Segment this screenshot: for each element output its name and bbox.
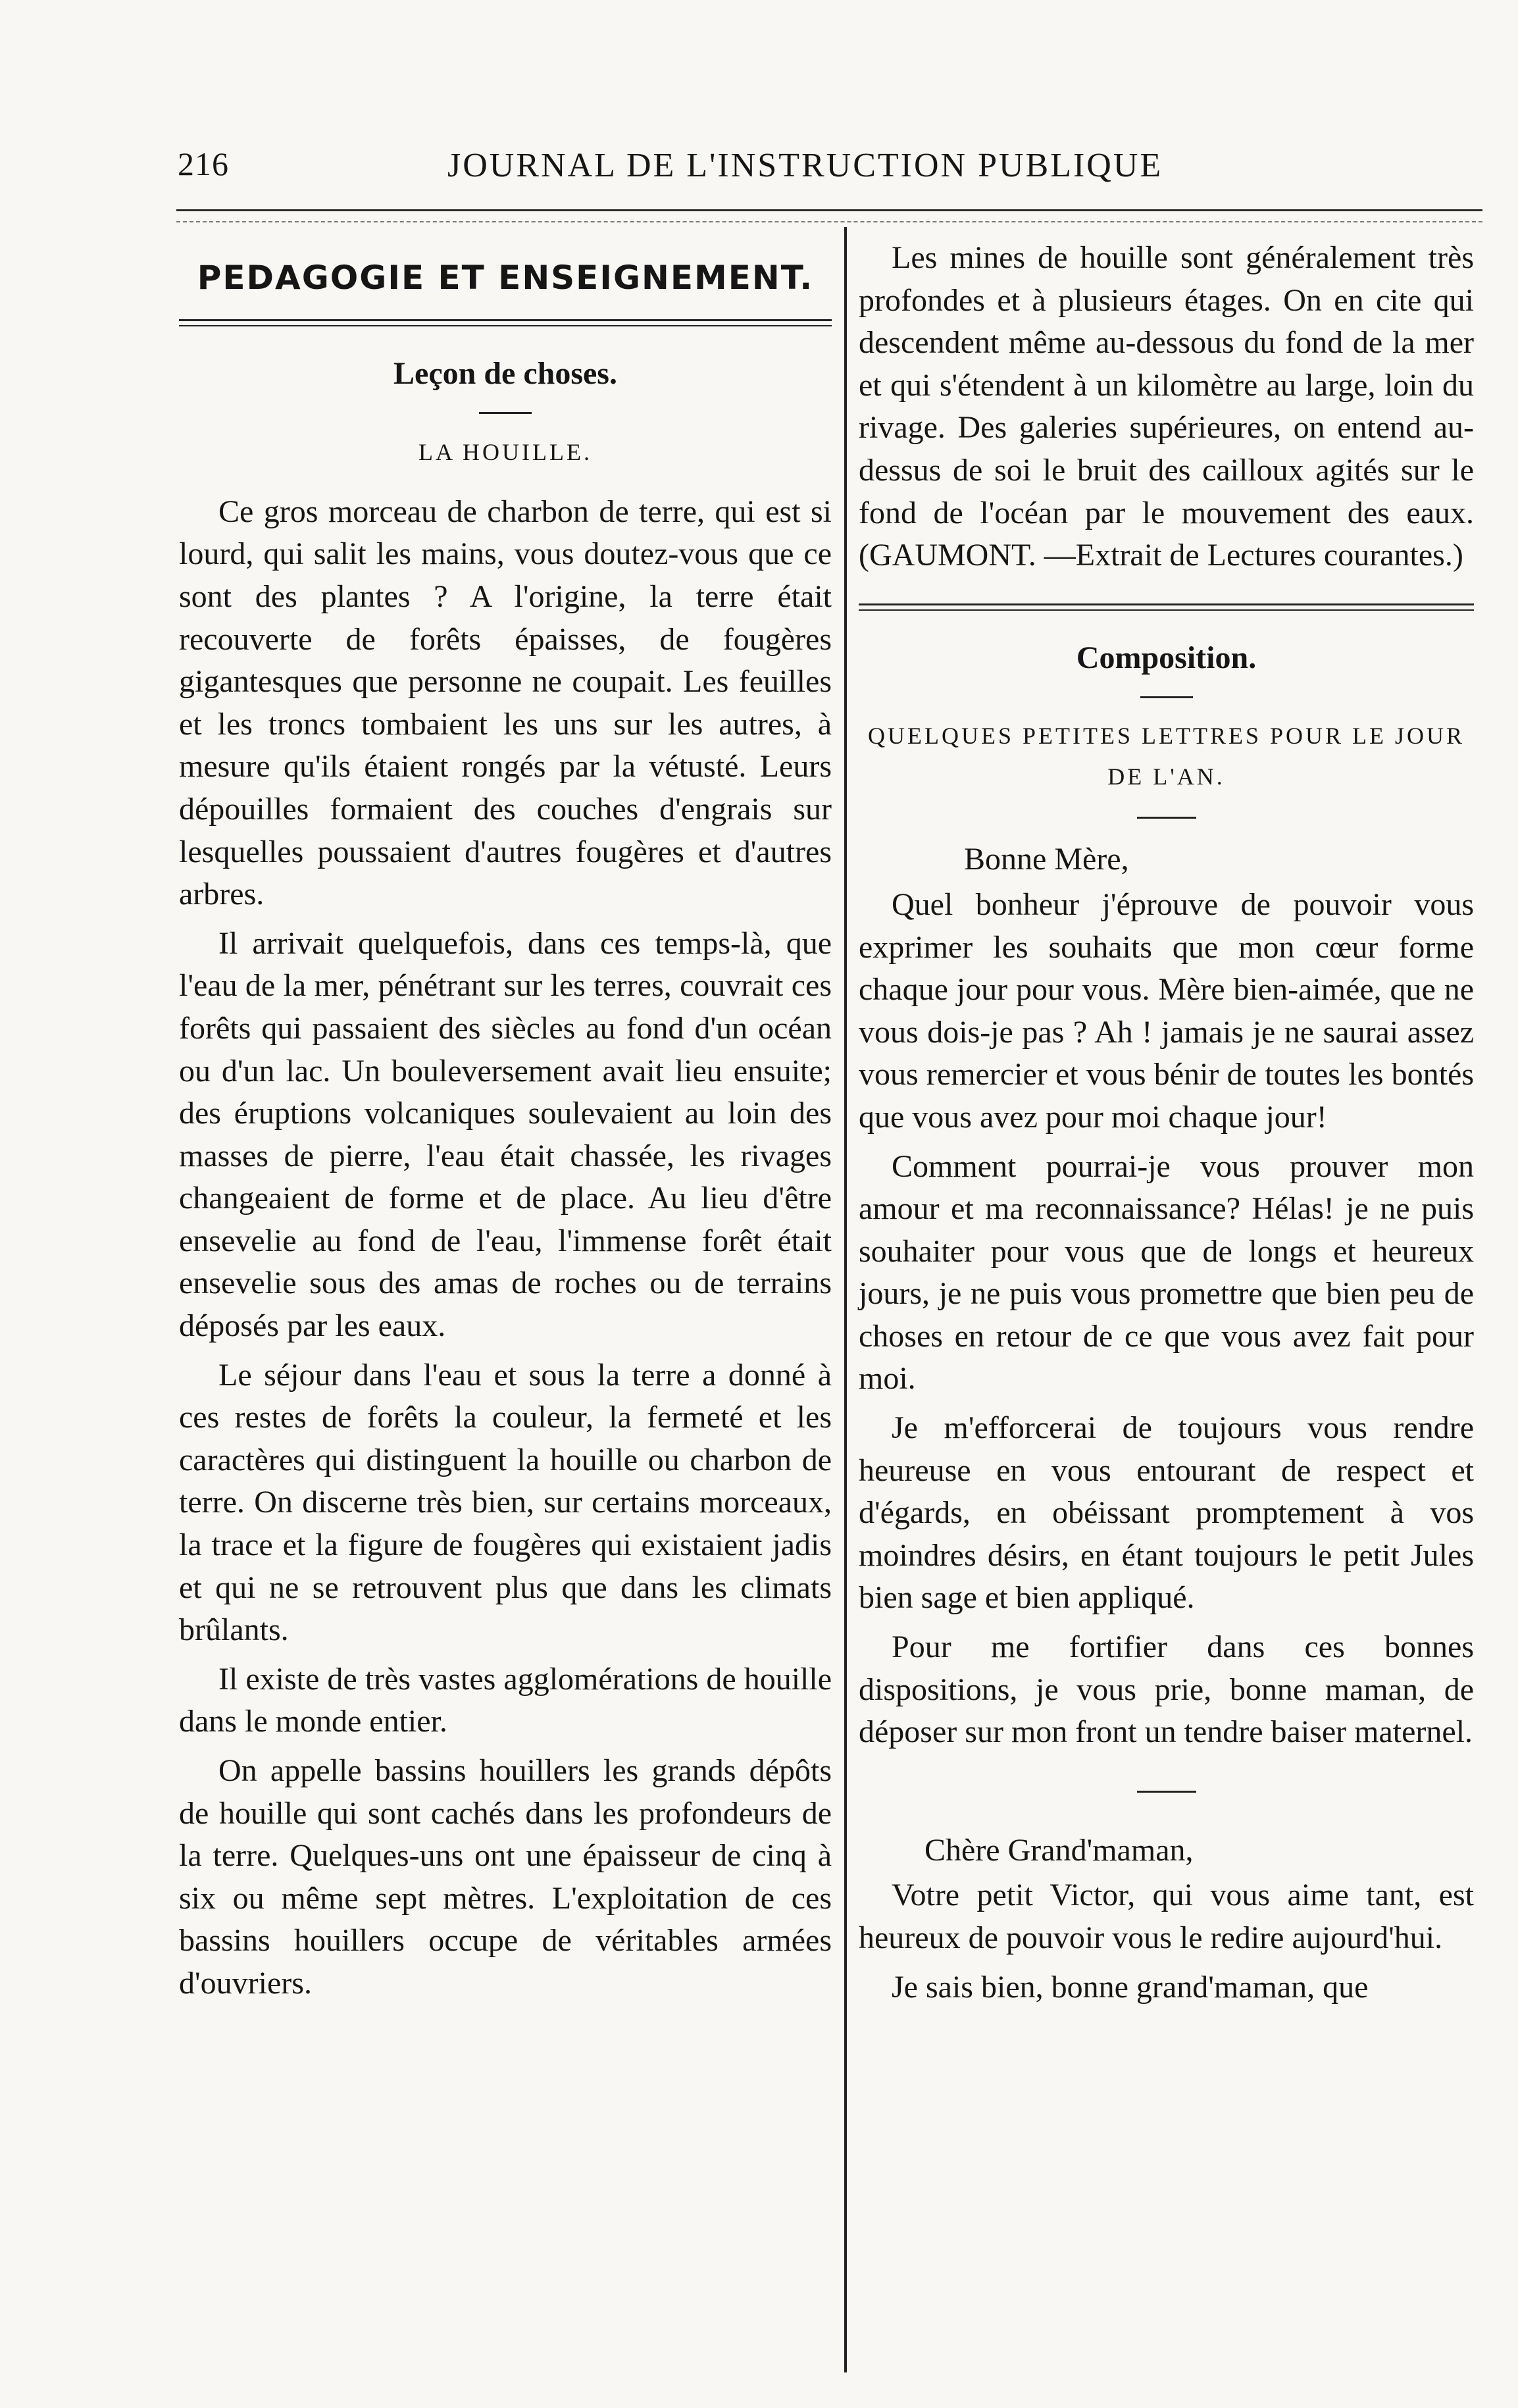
- letter-paragraph: Je sais bien, bonne grand'maman, que: [892, 1969, 1369, 2005]
- journal-title: JOURNAL DE L'INSTRUCTION PUBLIQUE: [447, 147, 1163, 184]
- letter-salutation: Bonne Mère,: [964, 842, 1129, 877]
- letter-paragraph: Votre petit Victor, qui vous aime tant, est heureux de pouvoir vous le redire aujourd'hui.: [859, 1878, 1474, 1955]
- paragraph: On appelle bassins houillers les grands dépôts de houille qui sont cachés dans les profondeurs de la terre. Quelques-uns ont une épaisseur de cinq à six ou même sept mètres. L'exploitation de ces bassins houillers occupe de véritables armées d'ouvriers.: [179, 1753, 832, 2001]
- section-title: PEDAGOGIE ET ENSEIGNEMENT.: [197, 259, 814, 297]
- header-rule: [176, 209, 1482, 211]
- paragraph: Ce gros morceau de charbon de terre, qui est si lourd, qui salit les mains, vous doutez-vous que ce sont des plantes ? A l'origine, la terre était recouverte de forêts épaisses, de fougères gigantesques que personne ne coupait. Les feuilles et les troncs tombaient les uns sur les autres, à mesure qu'ils étaient rongés par la vétusté. Leurs dépouilles formaient des couches d'engrais sur lesquelles poussaient d'autres fougères et d'autres arbres.: [179, 494, 832, 912]
- letter-rule: [1137, 817, 1196, 819]
- title-rule: [1140, 696, 1193, 698]
- letter-salutation: Chère Grand'maman,: [924, 1832, 1194, 1868]
- running-head: [178, 132, 1400, 184]
- article-title: Leçon de choses.: [393, 355, 617, 391]
- article-subtitle: LA HOUILLE.: [418, 439, 592, 466]
- letter-paragraph: Quel bonheur j'éprouve de pouvoir vous exprimer les souhaits que mon cœur forme chaque jour pour vous. Mère bien-aimée, que ne vous dois-je pas ? Ah ! jamais je ne saurai assez vous remercier et vous bénir de toutes les bontés que vous avez pour moi chaque jour!: [859, 886, 1474, 1135]
- column-divider: [844, 227, 847, 2372]
- paragraph: Il arrivait quelquefois, dans ces temps-là, que l'eau de la mer, pénétrant sur les terres, couvrait ces forêts qui passaient des siècles au fond d'un océan ou d'un lac. Un bouleversement avait lieu ensuite; des éruptions volcaniques soulevaient au loin des masses de pierre, l'eau était chassée, les rivages changeaient de forme et de place. Au lieu d'être ensevelie au fond de l'eau, l'immense forêt était ensevelie sous des amas de roches ou de terrains déposés par les eaux.: [179, 925, 832, 1344]
- paragraph: Le séjour dans l'eau et sous la terre a donné à ces restes de forêts la couleur, la fermeté et les caractères qui distinguent la houille ou charbon de terre. On discerne très bien, sur certains morceaux, la trace et la figure de fougères qui existaient jadis et qui ne se retrouvent plus que dans les climats brûlants.: [179, 1357, 832, 1648]
- paragraph: Il existe de très vastes agglomérations de houille dans le monde entier.: [179, 1661, 832, 1739]
- right-column: [859, 237, 1474, 2009]
- letter-paragraph: Comment pourrai-je vous prouver mon amour et ma reconnaissance? Hélas! je ne puis souhaiter pour vous que de longs et heureux jours, je ne puis vous promettre que bien peu de choses en retour de ce que vous avez fait pour moi.: [859, 1148, 1474, 1396]
- letter-paragraph: Pour me fortifier dans ces bonnes dispositions, je vous prie, bonne maman, de déposer sur mon front un tendre baiser maternel.: [859, 1629, 1474, 1750]
- continuation-paragraph: Les mines de houille sont généralement très profondes et à plusieurs étages. On en cite qui descendent même au-dessous du fond de la mer et qui s'étendent à un kilomètre au large, loin du rivage. Des galeries supérieures, on entend au-dessus de soi le bruit des cailloux agités sur le fond de l'océan par le mouvement des eaux. (GAUMONT. —Extrait de Lectures courantes.): [859, 240, 1474, 573]
- left-column: [179, 237, 832, 2005]
- composition-title: Composition.: [1076, 640, 1257, 675]
- article-double-rule: [859, 603, 1474, 611]
- composition-subtitle: QUELQUES PETITES LETTRES POUR LE JOUR DE L'AN.: [868, 723, 1465, 790]
- header-rule-dashed: [176, 221, 1482, 222]
- letter-paragraph: Je m'efforcerai de toujours vous rendre heureuse en vous entourant de respect et d'égards, en obéissant promptement à vos moindres désirs, en étant toujours le petit Jules bien sage et bien appliqué.: [859, 1410, 1474, 1616]
- title-rule: [479, 412, 532, 414]
- page-number: 216: [178, 145, 229, 182]
- section-double-rule: [179, 319, 832, 326]
- letter-separator: [1137, 1791, 1196, 1793]
